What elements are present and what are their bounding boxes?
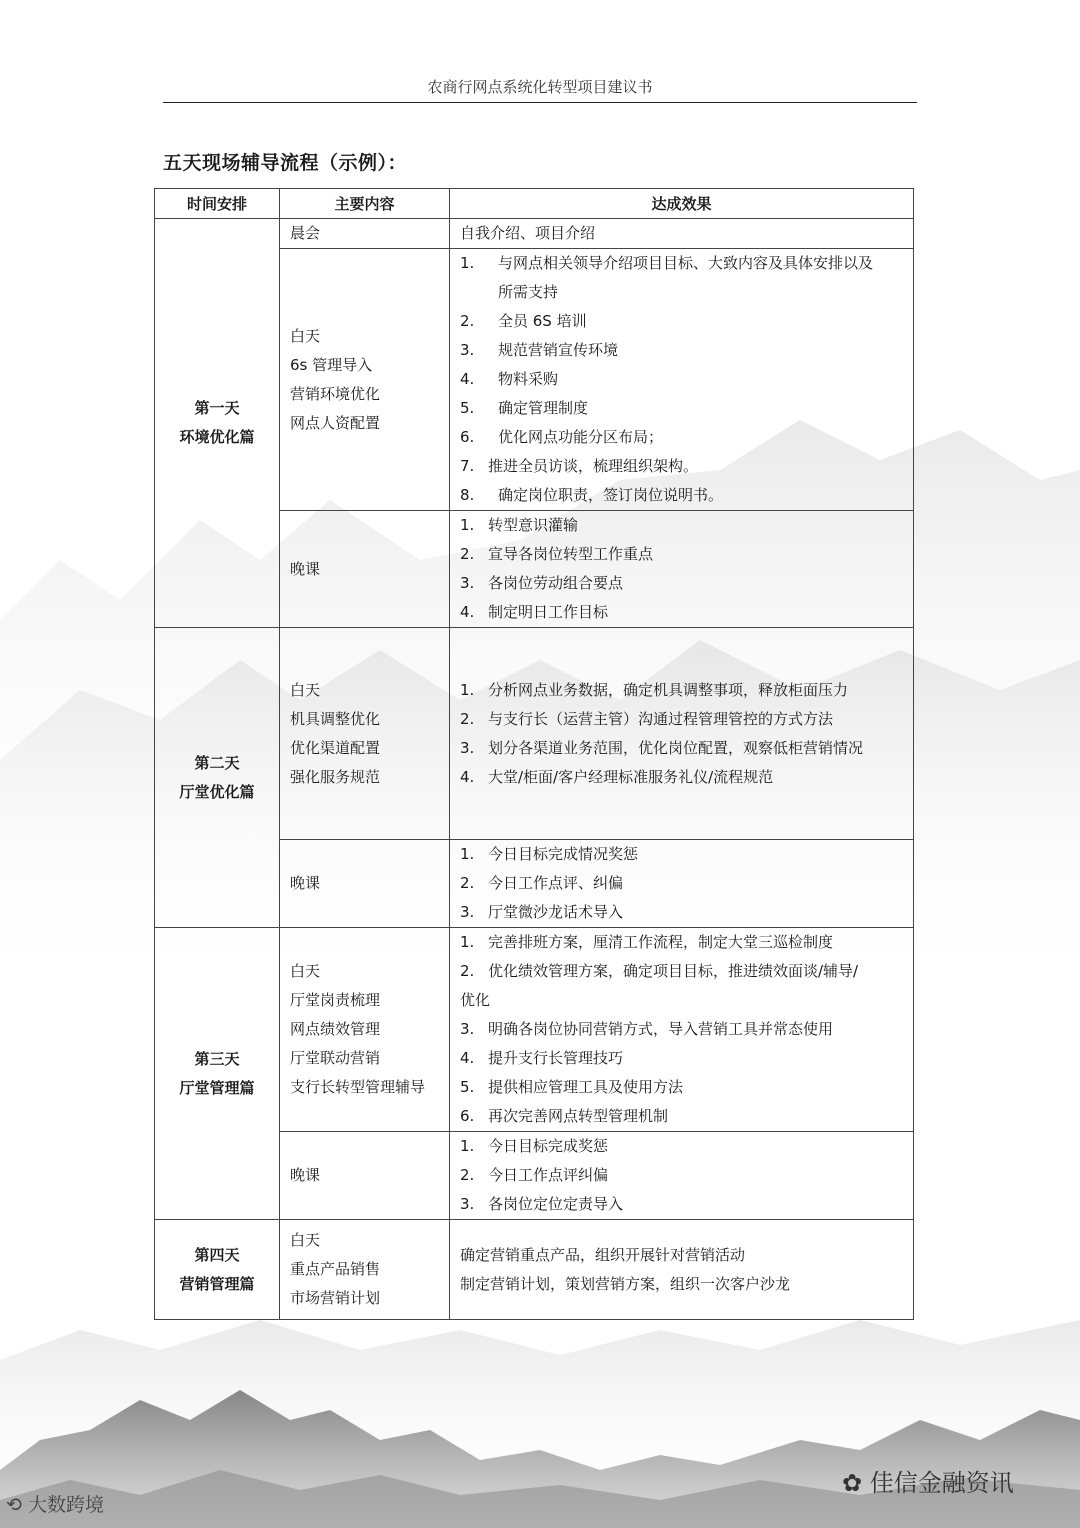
effect-line: 3. 各岗位定位定责导入 [460, 1195, 624, 1213]
day-name: 第四天 [194, 1245, 240, 1264]
content-cell [280, 840, 450, 928]
day-cell [155, 628, 280, 928]
page-header: 农商行网点系统化转型项目建议书 [163, 76, 917, 103]
effect-line: 1. 分析网点业务数据，确定机具调整事项，释放柜面压力 [460, 680, 849, 699]
content-cell [280, 1220, 450, 1320]
content-line: 强化服务规范 [290, 767, 381, 786]
effect-cell [450, 928, 914, 1132]
effect-line: 1. 今日目标完成情况奖惩 [460, 845, 639, 863]
effect-cell [450, 1220, 914, 1320]
effect-line: 3. 厅堂微沙龙话术导入 [460, 903, 624, 921]
watermark-right: ✿ 佳信金融资讯 [842, 1469, 1014, 1497]
content-line: 厅堂岗责梳理 [290, 991, 381, 1009]
effect-line: 1. 转型意识灌输 [460, 516, 579, 534]
effect-cell [450, 1132, 914, 1220]
effect-cell [450, 249, 914, 511]
day-cell [155, 219, 280, 628]
day-subtitle: 厅堂优化篇 [179, 782, 255, 801]
coaching-schedule-table [154, 188, 914, 1320]
content-line: 市场营销计划 [290, 1289, 381, 1307]
effect-line: 4. 制定明日工作目标 [460, 603, 609, 621]
content-line: 重点产品销售 [290, 1260, 381, 1278]
content-line: 营销环境优化 [290, 384, 381, 403]
effect-line: 4. 物料采购 [460, 370, 559, 388]
table-row [155, 628, 914, 840]
effect-line: 3. 划分各渠道业务范围，优化岗位配置，观察低柜营销情况 [460, 738, 864, 757]
effect-line: 1. 今日目标完成奖惩 [460, 1137, 609, 1155]
day-name: 第一天 [194, 399, 240, 417]
effect-line: 1. 完善排班方案，厘清工作流程，制定大堂三巡检制度 [460, 933, 834, 951]
effect-line: 1. 与网点相关领导介绍项目目标、大致内容及具体安排以及 [460, 254, 874, 272]
content-cell [280, 928, 450, 1132]
day-cell [155, 1220, 280, 1320]
effect-cell [450, 511, 914, 628]
day-name: 第二天 [194, 753, 240, 772]
effect-line: 制定营销计划，策划营销方案，组织一次客户沙龙 [460, 1274, 791, 1293]
content-line: 网点绩效管理 [290, 1020, 381, 1038]
effect-line: 2. 与支行长（运营主管）沟通过程管理管控的方式方法 [460, 709, 834, 728]
day-subtitle: 环境优化篇 [179, 428, 255, 446]
header-time: 时间安排 [155, 189, 280, 219]
content-cell [280, 1132, 450, 1220]
header-content: 主要内容 [280, 189, 450, 219]
table-row [155, 219, 914, 249]
effect-line: 5. 确定管理制度 [460, 399, 589, 417]
effect-line: 所需支持 [498, 283, 559, 301]
effect-line: 2. 今日工作点评纠偏 [460, 1166, 609, 1184]
day-name: 第三天 [194, 1049, 240, 1068]
table-row [155, 928, 914, 1132]
content-line: 晚课 [290, 1166, 321, 1184]
content-cell [280, 628, 450, 840]
content-line: 6s 管理导入 [290, 355, 373, 374]
content-line: 白天 [290, 680, 321, 699]
effect-line: 2. 宣导各岗位转型工作重点 [460, 545, 654, 563]
content-line: 机具调整优化 [290, 709, 381, 728]
day-subtitle: 厅堂管理篇 [179, 1078, 255, 1097]
effect-line: 6. 再次完善网点转型管理机制 [460, 1107, 669, 1125]
content-line: 晚课 [290, 874, 321, 892]
section-title: 五天现场辅导流程（示例）： [163, 152, 408, 174]
effect-cell [450, 840, 914, 928]
effect-line: 8. 确定岗位职责，签订岗位说明书。 [460, 486, 724, 504]
content-line: 网点人资配置 [290, 413, 381, 432]
effect-line: 6. 优化网点功能分区布局； [460, 428, 664, 446]
wechat-icon: ✿ [842, 1469, 870, 1497]
effect-line: 2. 优化绩效管理方案，确定项目目标，推进绩效面谈/辅导/ [460, 962, 859, 980]
effect-line: 2. 今日工作点评、纠偏 [460, 874, 624, 892]
effect-cell [450, 628, 914, 840]
content-line: 白天 [290, 962, 321, 980]
day-subtitle: 营销管理篇 [179, 1274, 255, 1293]
effect-line: 3. 各岗位劳动组合要点 [460, 574, 624, 592]
content-line: 优化渠道配置 [290, 738, 381, 757]
content-cell [280, 249, 450, 511]
watermark-left: ⟲ 大数跨境 [6, 1494, 104, 1516]
logo-icon: ⟲ [6, 1494, 28, 1516]
effect-line: 优化 [460, 991, 491, 1009]
effect-line: 自我介绍、项目介绍 [460, 224, 596, 242]
content-line: 白天 [290, 1231, 321, 1249]
effect-line: 7. 推进全员访谈，梳理组织架构。 [460, 457, 699, 475]
content-line: 厅堂联动营销 [290, 1049, 381, 1067]
effect-line: 2. 全员 6S 培训 [460, 312, 587, 330]
content-cell [280, 219, 450, 249]
content-line: 支行长转型管理辅导 [290, 1078, 426, 1096]
effect-line: 4. 提升支行长管理技巧 [460, 1049, 624, 1067]
content-line: 晚课 [290, 559, 321, 578]
effect-cell [450, 219, 914, 249]
effect-line: 确定营销重点产品，组织开展针对营销活动 [460, 1245, 746, 1264]
table-row [155, 1220, 914, 1320]
effect-line: 4. 大堂/柜面/客户经理标准服务礼仪/流程规范 [460, 767, 774, 786]
effect-line: 5. 提供相应管理工具及使用方法 [460, 1078, 684, 1096]
content-cell [280, 511, 450, 628]
effect-line: 3. 明确各岗位协同营销方式，导入营销工具并常态使用 [460, 1020, 834, 1038]
content-line: 晨会 [290, 224, 321, 242]
day-cell [155, 928, 280, 1220]
header-effect: 达成效果 [450, 189, 914, 219]
content-line: 白天 [290, 326, 321, 345]
effect-line: 3. 规范营销宣传环境 [460, 341, 619, 359]
table-header-row [155, 189, 914, 219]
